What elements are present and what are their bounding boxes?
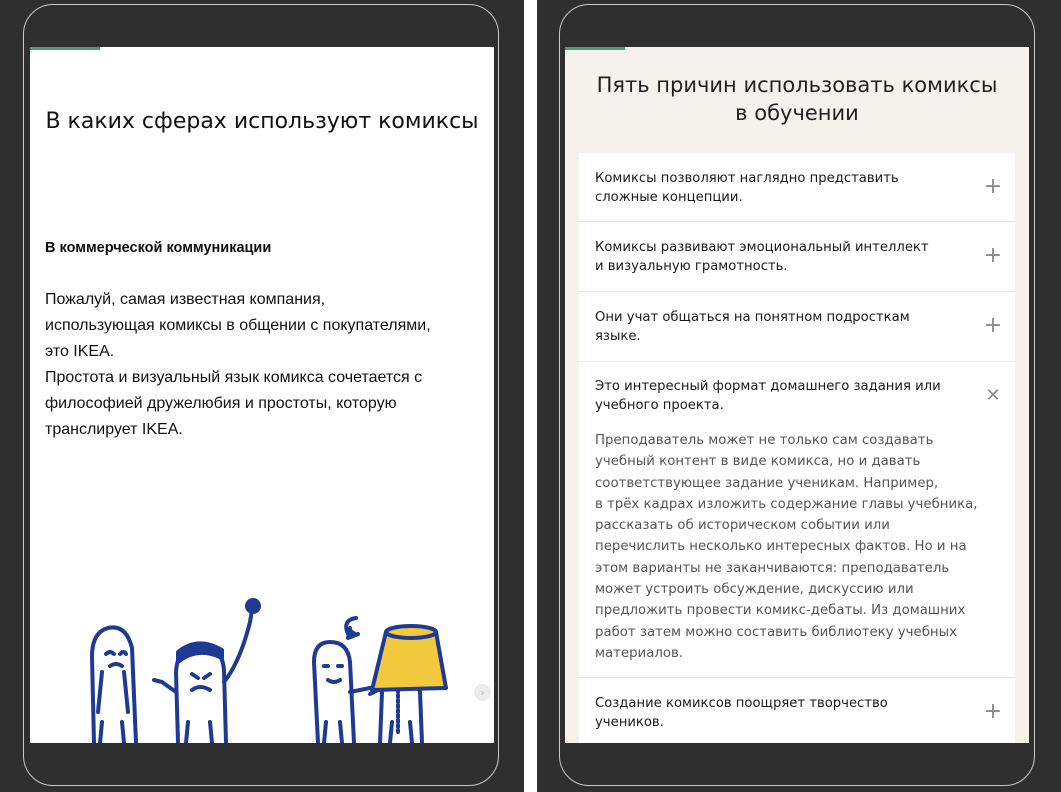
plus-icon[interactable]: + xyxy=(983,174,1003,199)
answer-line: материалов. xyxy=(595,645,684,661)
answer-line: в трёх кадрах изложить содержание главы учебника, xyxy=(595,496,978,512)
slide-screen xyxy=(30,47,494,743)
question-line: Комиксы позволяют наглядно представить xyxy=(595,171,899,186)
question-line: сложные концепции. xyxy=(595,190,743,205)
question-line: и визуальную грамотность. xyxy=(595,259,788,274)
progress-bar xyxy=(30,47,100,50)
accordion-item-expanded[interactable] xyxy=(579,362,1015,678)
answer-line: этом варианты не заканчиваются: преподаватель xyxy=(595,560,950,576)
answer-line: учебный контент в виде комикса, но и давать xyxy=(595,454,921,470)
answer-line: работ затем можно составить библиотеку учебных xyxy=(595,624,957,640)
slide-screen xyxy=(565,47,1029,743)
comic-characters-illustration xyxy=(80,562,450,743)
right-preview-panel xyxy=(537,0,1061,792)
accordion-item[interactable] xyxy=(579,678,1015,743)
plus-icon[interactable]: + xyxy=(983,243,1003,268)
answer-line: предложить провести комикс-дебаты. Из домашних xyxy=(595,603,966,619)
answer-line: соответствующее задание ученикам. Например, xyxy=(595,475,939,491)
slide-title xyxy=(565,71,1029,127)
accordion-item[interactable] xyxy=(579,153,1015,222)
title-line: Пять причин использовать комиксы xyxy=(596,73,998,97)
body-line: философией дружелюбия и простоты, которую xyxy=(45,395,397,412)
accordion-question[interactable] xyxy=(579,678,1015,732)
question-line: учебного проекта. xyxy=(595,398,724,413)
accordion-question[interactable] xyxy=(579,292,1015,346)
answer-line: перечислить несколько интересных фактов. Но и на xyxy=(595,539,967,555)
body-line: Простота и визуальный язык комикса сочетается с xyxy=(45,369,423,386)
question-line: Комиксы развивают эмоциональный интеллект xyxy=(595,240,929,255)
question-line: Это интересный формат домашнего задания или xyxy=(595,379,941,394)
section-body xyxy=(45,287,485,443)
body-line: Пожалуй, самая известная компания, xyxy=(45,291,326,308)
section-heading: В коммерческой коммуникации xyxy=(45,240,272,256)
body-line: транслирует IKEA. xyxy=(45,421,183,438)
answer-line: Преподаватель может не только сам создавать xyxy=(595,433,934,448)
accordion-question[interactable] xyxy=(579,222,1015,276)
body-line: это IKEA. xyxy=(45,343,115,360)
reasons-accordion xyxy=(579,153,1015,743)
body-line: использующая комиксы в общении с покупателями, xyxy=(45,317,431,334)
plus-icon[interactable]: + xyxy=(983,313,1003,338)
panel-divider xyxy=(524,0,537,792)
slide-title: В каких сферах используют комиксы xyxy=(45,109,479,134)
close-icon[interactable]: ✕ xyxy=(985,385,1001,406)
accordion-question[interactable] xyxy=(579,362,1015,415)
accordion-question[interactable] xyxy=(579,153,1015,207)
question-line: учеников. xyxy=(595,715,664,730)
title-line: в обучении xyxy=(735,101,859,125)
question-line: языке. xyxy=(595,329,641,344)
accordion-item[interactable] xyxy=(579,292,1015,362)
answer-line: рассказать об историческом событии или xyxy=(595,518,890,534)
answer-line: может устроить обсуждение, дискуссию или xyxy=(595,582,914,598)
progress-bar xyxy=(565,47,625,50)
left-preview-panel xyxy=(0,0,524,792)
question-line: Они учат общаться на понятном подросткам xyxy=(595,310,910,325)
question-line: Создание комиксов поощряет творчество xyxy=(595,696,888,711)
accordion-answer xyxy=(579,415,1015,664)
plus-icon[interactable]: + xyxy=(983,699,1003,724)
accordion-item[interactable] xyxy=(579,222,1015,292)
chevron-right-icon[interactable]: › xyxy=(474,684,491,701)
